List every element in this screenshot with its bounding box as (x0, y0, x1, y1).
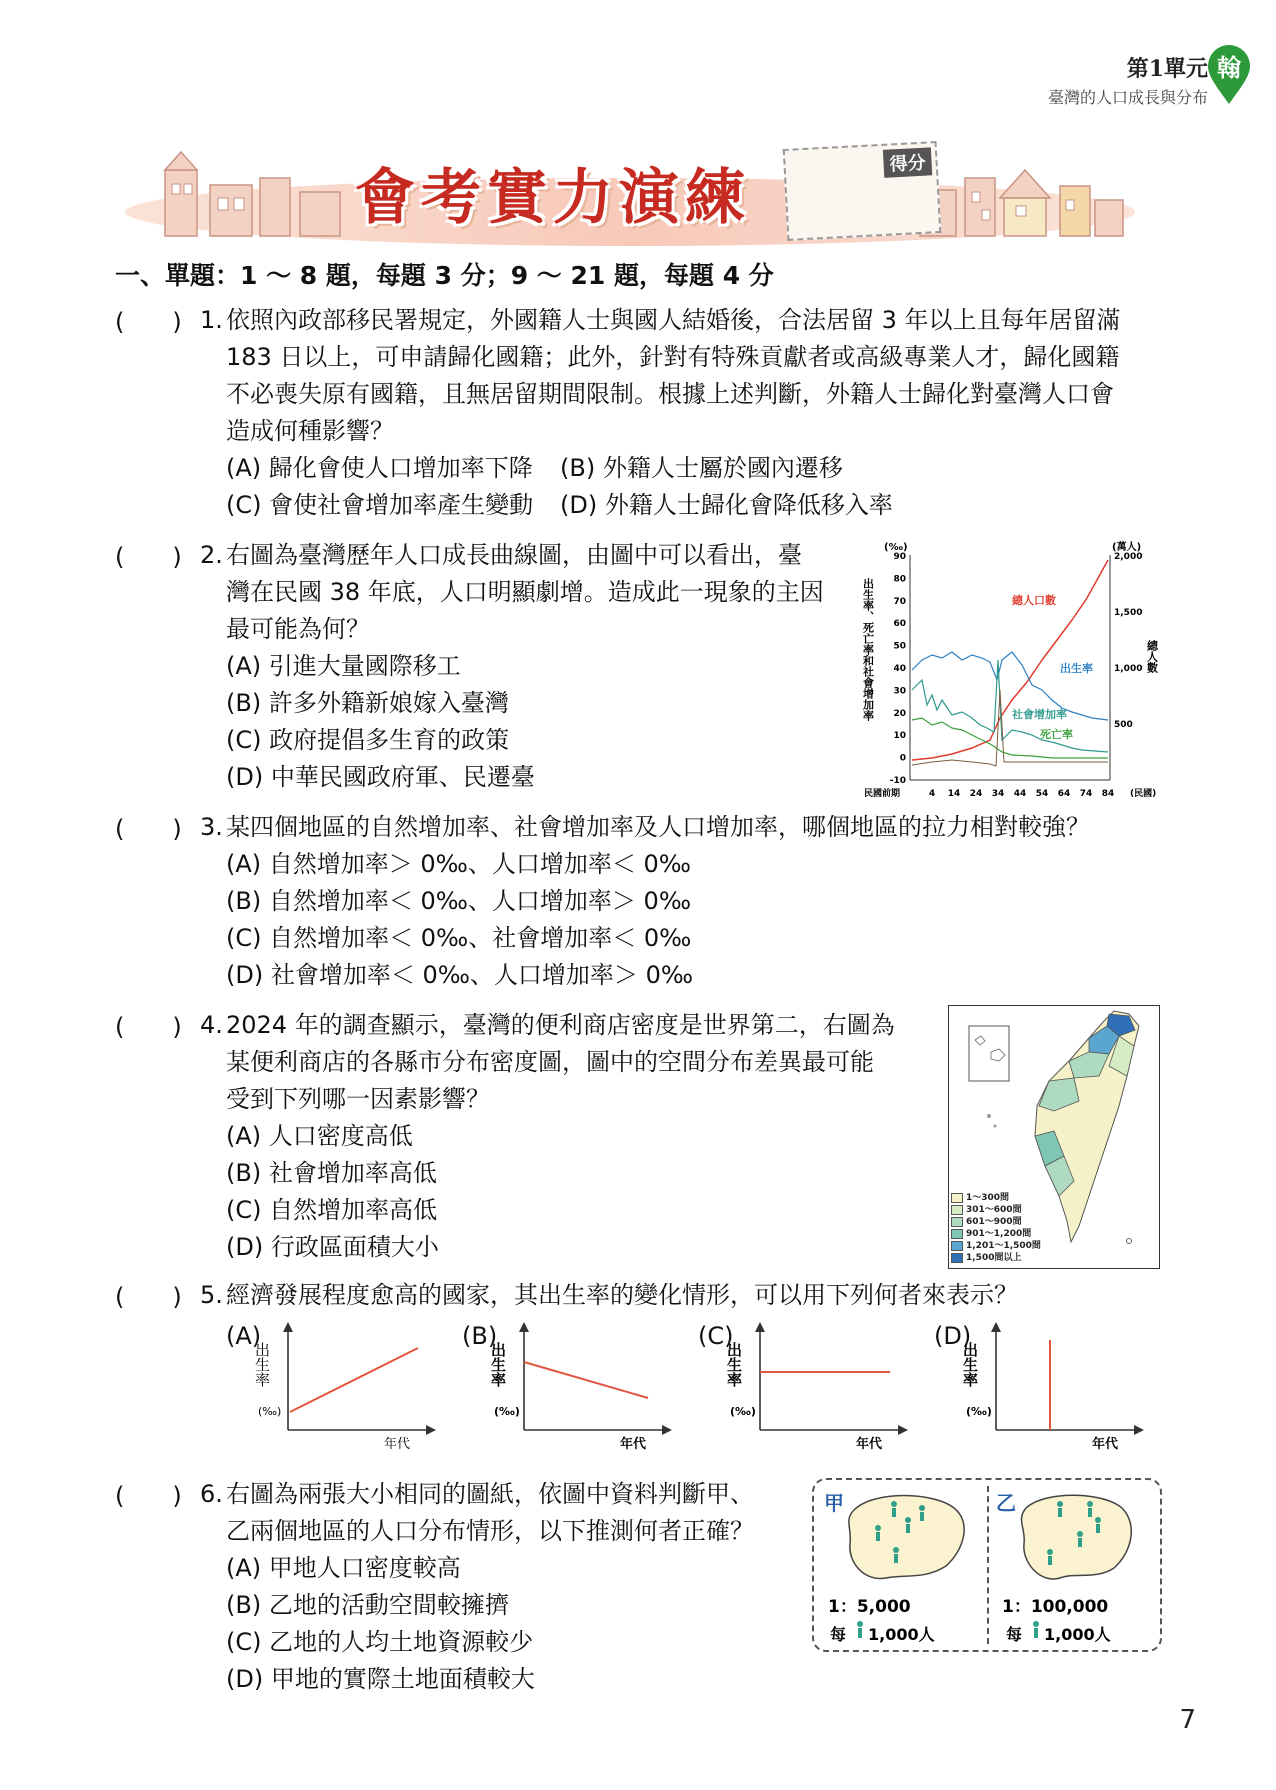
y-right-tick: 2,000 (1114, 552, 1143, 562)
series-label-death: 死亡率 (1040, 728, 1073, 741)
legend-item (951, 1240, 1041, 1252)
y-left-tick: -10 (889, 776, 906, 786)
page-number: 7 (1179, 1705, 1196, 1735)
question-line: 經濟發展程度愈高的國家，其出生率的變化情形，可以用下列何者來表示？ (226, 1281, 1018, 1309)
legend-label: 1,201～1,500間 (966, 1241, 1041, 1251)
left-axis-label: 出生率、死亡率和社會增加率 (861, 578, 875, 721)
legend-swatch (951, 1229, 963, 1239)
question-line: 2024 年的調查顯示，臺灣的便利商店密度是世界第二，右圖為 (226, 1011, 895, 1039)
per-label: 每 (830, 1625, 847, 1644)
question-number: 2. (200, 541, 223, 569)
legend-swatch (951, 1193, 963, 1203)
graph-c[interactable] (725, 1320, 910, 1452)
y-left-tick: 10 (893, 731, 906, 742)
x-tick: 64 (1057, 789, 1071, 799)
option-b[interactable]: (B) 許多外籍新娘嫁入臺灣 (226, 689, 509, 717)
density-comparison-figure (812, 1478, 1162, 1652)
graph-b[interactable] (489, 1320, 674, 1452)
legend-swatch (951, 1253, 963, 1263)
trend-line-falling (524, 1362, 648, 1398)
answer-paren[interactable]: ( ) (115, 308, 182, 336)
y-left-tick: 70 (893, 596, 906, 607)
graph-x-label: 年代 (856, 1437, 883, 1452)
legend-label: 901～1,200間 (966, 1229, 1032, 1239)
series-label-birth: 出生率 (1060, 662, 1093, 675)
scale-jia: 1：5,000 (828, 1597, 911, 1617)
brand-pin-icon (1206, 44, 1252, 106)
legend-swatch (951, 1205, 963, 1215)
y-left-tick: 0 (899, 753, 906, 764)
option-c[interactable]: (C) (698, 1322, 734, 1350)
question-line: 最可能為何？ (226, 615, 370, 643)
unit-header (1048, 52, 1208, 108)
x-tick: 84 (1101, 789, 1115, 799)
option-a[interactable]: (A) 引進大量國際移工 (226, 652, 461, 680)
death-rate-line (912, 718, 1108, 758)
graph-a[interactable] (253, 1320, 438, 1452)
option-c[interactable]: (C) 自然增加率高低 (226, 1196, 438, 1224)
right-unit: (萬人) (1112, 542, 1142, 553)
legend-label: 1～300間 (966, 1193, 1010, 1203)
option-b[interactable]: (B) (462, 1322, 498, 1350)
y-right-tick: 500 (1114, 720, 1133, 730)
legend-label: 301～600間 (966, 1205, 1022, 1215)
question-line: 受到下列哪一因素影響？ (226, 1085, 490, 1113)
x-tick: 4 (928, 789, 936, 799)
question-number: 4. (200, 1011, 223, 1039)
option-d[interactable]: (D) 甲地的實際土地面積較大 (226, 1665, 535, 1693)
option-a[interactable]: (A) 自然增加率＞ 0‰、人口增加率＜ 0‰ (226, 850, 691, 878)
graph-d[interactable] (961, 1320, 1146, 1452)
y-left-tick: 50 (893, 641, 906, 652)
x-prefix: 民國前期 (864, 789, 901, 799)
label-jia: 甲 (824, 1491, 844, 1515)
option-b[interactable]: (B) 社會增加率高低 (226, 1159, 437, 1187)
per-value: 1,000人 (868, 1625, 935, 1644)
question-line: 某便利商店的各縣市分布密度圖，圖中的空間分布差異最可能 (226, 1048, 874, 1076)
question-text (226, 1277, 1018, 1314)
graph-y-label: 出生率 (961, 1342, 979, 1387)
question-line: 灣在民國 38 年底，人口明顯劇增。造成此一現象的主因 (226, 578, 824, 606)
question-line: 不必喪失原有國籍，且無居留期間限制。根據上述判斷，外籍人士歸化對臺灣人口會 (226, 380, 1114, 408)
series-label-total: 總人口數 (1012, 594, 1056, 607)
map-legend (951, 1192, 1041, 1264)
legend-item (951, 1252, 1041, 1264)
option-c[interactable]: (C) 乙地的人均土地資源較少 (226, 1628, 534, 1656)
y-left-tick: 90 (893, 552, 906, 562)
option-a[interactable]: (A) 甲地人口密度較高 (226, 1554, 461, 1582)
person-icon (1033, 1621, 1039, 1638)
question-text (226, 302, 1121, 450)
question-text (226, 1476, 754, 1550)
y-left-tick: 30 (893, 686, 906, 697)
answer-paren[interactable]: ( ) (115, 543, 182, 571)
option-a[interactable]: (A) 歸化會使人口增加率下降 (226, 454, 533, 482)
option-d[interactable]: (D) 行政區面積大小 (226, 1233, 439, 1261)
score-label: 得分 (883, 147, 932, 177)
option-c[interactable]: (C) 政府提倡多生育的政策 (226, 726, 510, 754)
question-number: 6. (200, 1480, 223, 1508)
x-suffix: (民國) (1130, 789, 1157, 799)
y-left-tick: 80 (893, 574, 906, 585)
per-label: 每 (1006, 1625, 1023, 1644)
density-maps (814, 1480, 1160, 1650)
y-left-tick: 20 (893, 708, 906, 719)
option-b[interactable]: (B) 自然增加率＜ 0‰、人口增加率＞ 0‰ (226, 887, 692, 915)
graph-y-label: 出生率 (253, 1342, 271, 1387)
option-c[interactable]: (C) 會使社會增加率產生變動 (226, 491, 534, 519)
option-d[interactable]: (D) 社會增加率＜ 0‰、人口增加率＞ 0‰ (226, 961, 694, 989)
question-line: 造成何種影響？ (226, 417, 394, 445)
question-text (226, 537, 824, 648)
x-tick: 14 (947, 789, 961, 799)
answer-paren[interactable]: ( ) (115, 1482, 182, 1510)
per-value: 1,000人 (1044, 1625, 1111, 1644)
question-number: 3. (200, 813, 223, 841)
answer-paren[interactable]: ( ) (115, 1283, 182, 1311)
question-text (226, 1007, 895, 1118)
legend-label: 601～900間 (966, 1217, 1022, 1227)
y-left-tick: 40 (893, 664, 906, 674)
graph-x-label: 年代 (620, 1437, 647, 1452)
question-line: 183 日以上，可申請歸化國籍；此外，針對有特殊貢獻者或高級專業人才，歸化國籍 (226, 343, 1120, 371)
banner-title: 會考實力演練 (355, 163, 751, 233)
x-tick: 34 (991, 789, 1005, 799)
option-c[interactable]: (C) 自然增加率＜ 0‰、社會增加率＜ 0‰ (226, 924, 692, 952)
trend-line-rising (290, 1348, 418, 1412)
question-line: 右圖為兩張大小相同的圖紙，依圖中資料判斷甲、 (226, 1480, 754, 1508)
option-d[interactable]: (D) (934, 1322, 972, 1350)
legend-item (951, 1192, 1041, 1204)
section-title: 一、單題：1 ～ 8 題，每題 3 分；9 ～ 21 題，每題 4 分 (115, 261, 774, 290)
answer-paren[interactable]: ( ) (115, 1013, 182, 1041)
graph-x-label: 年代 (384, 1437, 411, 1452)
question-line: 右圖為臺灣歷年人口成長曲線圖，由圖中可以看出，臺 (226, 541, 802, 569)
legend-item (951, 1204, 1041, 1216)
x-tick: 54 (1035, 789, 1049, 799)
question-line: 乙兩個地區的人口分布情形，以下推測何者正確？ (226, 1517, 754, 1545)
legend-swatch (951, 1241, 963, 1251)
label-yi: 乙 (996, 1491, 1016, 1515)
option-d[interactable]: (D) 中華民國政府軍、民遷臺 (226, 763, 535, 791)
legend-item (951, 1216, 1041, 1228)
question-text (226, 809, 1090, 846)
series-label-social: 社會增加率 (1012, 708, 1067, 721)
graph-y-label: 出生率 (489, 1342, 507, 1387)
graph-unit: (‰) (730, 1405, 756, 1418)
y-left-tick: 60 (893, 619, 906, 630)
question-line: 依照內政部移民署規定，外國籍人士與國人結婚後，合法居留 3 年以上且每年居留滿 (226, 306, 1121, 334)
option-d[interactable]: (D) 外籍人士歸化會降低移入率 (560, 491, 893, 519)
y-right-tick: 1,000 (1114, 664, 1143, 674)
population-growth-chart (862, 540, 1162, 802)
scale-yi: 1：100,000 (1002, 1597, 1109, 1617)
y-right-tick: 1,500 (1114, 608, 1143, 618)
left-unit: (‰) (884, 542, 908, 553)
x-tick: 44 (1013, 789, 1027, 799)
person-icon (857, 1621, 863, 1638)
question-number: 1. (200, 306, 223, 334)
option-a[interactable]: (A) 人口密度高低 (226, 1122, 413, 1150)
brand-char: 翰 (1217, 54, 1241, 82)
graph-x-label: 年代 (1092, 1437, 1119, 1452)
right-axis-label: 總人數 (1145, 640, 1159, 673)
x-tick: 24 (969, 789, 983, 799)
x-tick: 74 (1079, 789, 1093, 799)
unit-number: 第1單元 (1126, 56, 1208, 82)
legend-swatch (951, 1217, 963, 1227)
legend-item (951, 1228, 1041, 1240)
unit-subtitle: 臺灣的人口成長與分布 (1047, 88, 1208, 107)
legend-label: 1,500間以上 (966, 1253, 1022, 1263)
graph-y-label: 出生率 (725, 1342, 743, 1387)
score-card (783, 141, 942, 241)
convenience-store-map (948, 1005, 1160, 1269)
option-b[interactable]: (B) 外籍人士屬於國內遷移 (560, 454, 843, 482)
graph-unit: (‰) (494, 1405, 520, 1418)
total-population-line (912, 560, 1108, 760)
answer-paren[interactable]: ( ) (115, 815, 182, 843)
option-a[interactable]: (A) (226, 1322, 262, 1350)
question-line: 某四個地區的自然增加率、社會增加率及人口增加率，哪個地區的拉力相對較強？ (226, 813, 1090, 841)
graph-unit: (‰) (966, 1405, 992, 1418)
graph-unit: (‰) (258, 1405, 282, 1418)
question-number: 5. (200, 1281, 223, 1309)
option-b[interactable]: (B) 乙地的活動空間較擁擠 (226, 1591, 509, 1619)
